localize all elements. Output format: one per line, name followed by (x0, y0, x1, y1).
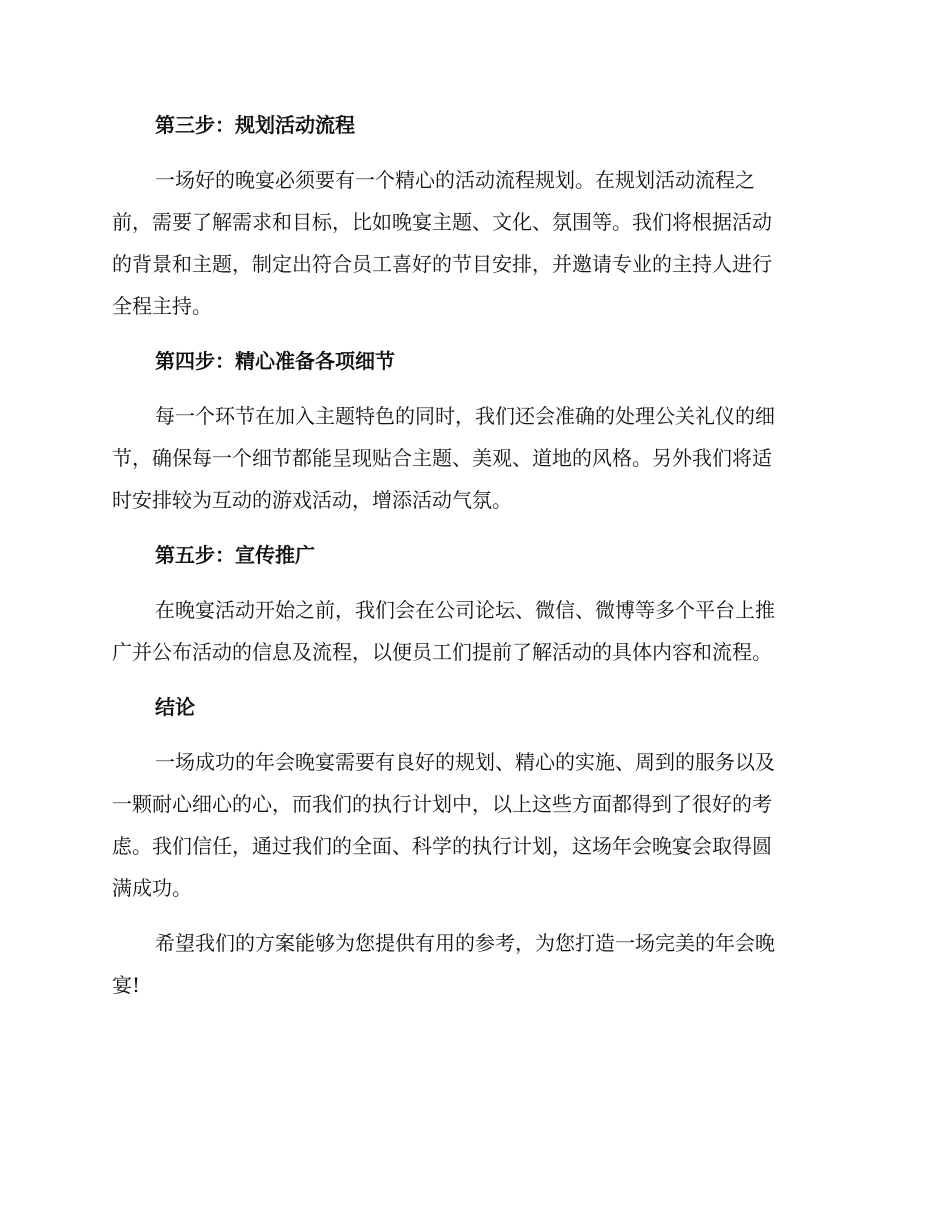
paragraph-line: 虑。我们信任，通过我们的全面、科学的执行计划，这场年会晚宴会取得圆 (112, 834, 772, 858)
section-heading-conclusion: 结论 (155, 695, 195, 719)
section-paragraph-step3 (112, 159, 832, 327)
paragraph-line: 一场好的晚宴必须要有一个精心的活动流程规划。在规划活动流程之 (155, 168, 755, 192)
paragraph-line: 广并公布活动的信息及流程，以便员工们提前了解活动的具体内容和流程。 (112, 640, 772, 664)
section-paragraph-step5 (112, 589, 832, 673)
paragraph-line: 时安排较为互动的游戏活动，增添活动气氛。 (112, 488, 512, 512)
paragraph-line: 节，确保每一个细节都能呈现贴合主题、美观、道地的风格。另外我们将适 (112, 446, 772, 470)
section-paragraph-step4 (112, 395, 832, 521)
document-page (112, 104, 832, 1006)
closing-paragraph (112, 922, 832, 1006)
paragraph-line: 一场成功的年会晚宴需要有良好的规划、精心的实施、周到的服务以及 (155, 750, 775, 774)
section-paragraph-conclusion (112, 741, 832, 909)
section-heading-step3: 第三步：规划活动流程 (155, 113, 355, 137)
paragraph-line: 宴! (112, 973, 141, 997)
paragraph-line: 一颗耐心细心的心，而我们的执行计划中，以上这些方面都得到了很好的考 (112, 792, 772, 816)
paragraph-line: 前，需要了解需求和目标，比如晚宴主题、文化、氛围等。我们将根据活动 (112, 210, 772, 234)
paragraph-line: 满成功。 (112, 876, 192, 900)
paragraph-line: 全程主持。 (112, 294, 212, 318)
section-heading-step4: 第四步：精心准备各项细节 (155, 349, 395, 373)
paragraph-line: 每一个环节在加入主题特色的同时，我们还会准确的处理公关礼仪的细 (155, 404, 775, 428)
section-heading-step5: 第五步：宣传推广 (155, 543, 315, 567)
paragraph-line: 希望我们的方案能够为您提供有用的参考，为您打造一场完美的年会晚 (155, 931, 775, 955)
paragraph-line: 在晚宴活动开始之前，我们会在公司论坛、微信、微博等多个平台上推 (155, 598, 775, 622)
paragraph-line: 的背景和主题，制定出符合员工喜好的节目安排，并邀请专业的主持人进行 (112, 252, 772, 276)
